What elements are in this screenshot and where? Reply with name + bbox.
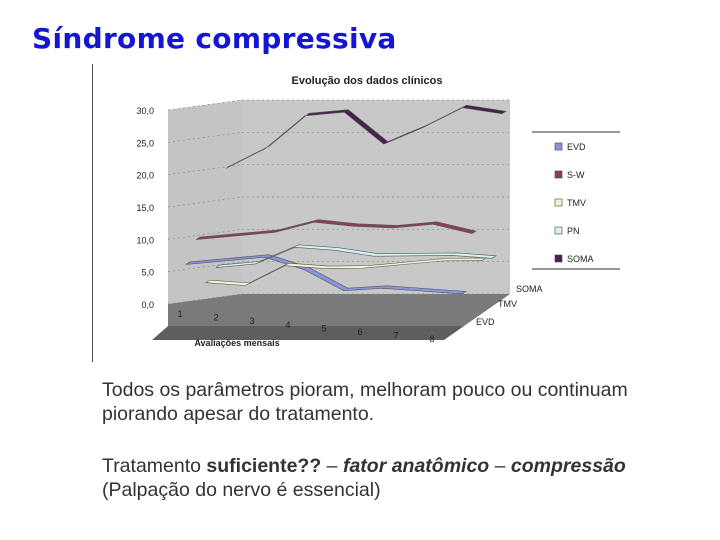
legend-label: TMV — [567, 198, 586, 208]
x-tick-label: 8 — [429, 334, 435, 345]
x-tick-label: 7 — [393, 330, 399, 341]
paragraph-1: Todos os parâmetros pioram, melhoram pouco ou continuam piorando apesar do tratamento. — [102, 379, 628, 425]
chart-figure — [92, 64, 638, 362]
legend-label: EVD — [567, 142, 586, 152]
x-tick-label: 4 — [285, 319, 291, 330]
paragraph-2-bold-italic-2: compressão — [510, 455, 626, 477]
x-tick-label: 1 — [177, 309, 183, 319]
paragraph-2-dash1: – — [321, 455, 343, 477]
x-tick-label: 2 — [213, 312, 219, 323]
depth-axis-label: TMV — [498, 299, 517, 309]
x-tick-label: 6 — [357, 327, 363, 337]
paragraph-2-dash2: – — [489, 455, 511, 477]
paragraph-2-bold: suficiente?? — [206, 455, 322, 477]
y-tick-label: 10,0 — [136, 235, 154, 246]
chart-floor — [168, 294, 510, 326]
paragraph-2-part1: Tratamento — [102, 455, 207, 477]
y-tick-label: 5,0 — [141, 267, 154, 278]
y-tick-label: 25,0 — [136, 138, 154, 149]
chart-legend — [532, 132, 620, 269]
y-tick-label: 30,0 — [136, 106, 154, 116]
legend-label: PN — [567, 226, 580, 236]
y-tick-label: 0,0 — [141, 300, 154, 310]
x-tick-label: 3 — [249, 316, 255, 327]
y-tick-label: 20,0 — [136, 170, 154, 181]
legend-swatch — [555, 171, 562, 178]
depth-axis-label: SOMA — [516, 284, 543, 294]
chart-y-ticks — [136, 106, 154, 310]
chart-left-wall — [168, 100, 242, 304]
paragraph-2 — [102, 454, 662, 502]
paragraph-2-rest: (Palpação do nervo é essencial) — [102, 479, 381, 501]
slide-title: Síndrome compressiva — [32, 22, 397, 55]
depth-axis-label: EVD — [476, 317, 495, 327]
chart-title: Evolução dos dados clínicos — [291, 75, 443, 87]
legend-label: S-W — [567, 170, 585, 180]
legend-swatch — [555, 227, 562, 234]
chart-x-axis-label: Avaliações mensais — [194, 338, 280, 348]
legend-swatch — [555, 255, 562, 262]
legend-swatch — [555, 199, 562, 206]
y-tick-label: 15,0 — [136, 203, 154, 213]
legend-label: SOMA — [567, 254, 594, 264]
legend-swatch — [555, 143, 562, 150]
paragraph-2-bold-italic-1: fator anatômico — [342, 455, 490, 477]
x-tick-label: 5 — [321, 323, 327, 334]
chart-svg — [92, 64, 638, 362]
